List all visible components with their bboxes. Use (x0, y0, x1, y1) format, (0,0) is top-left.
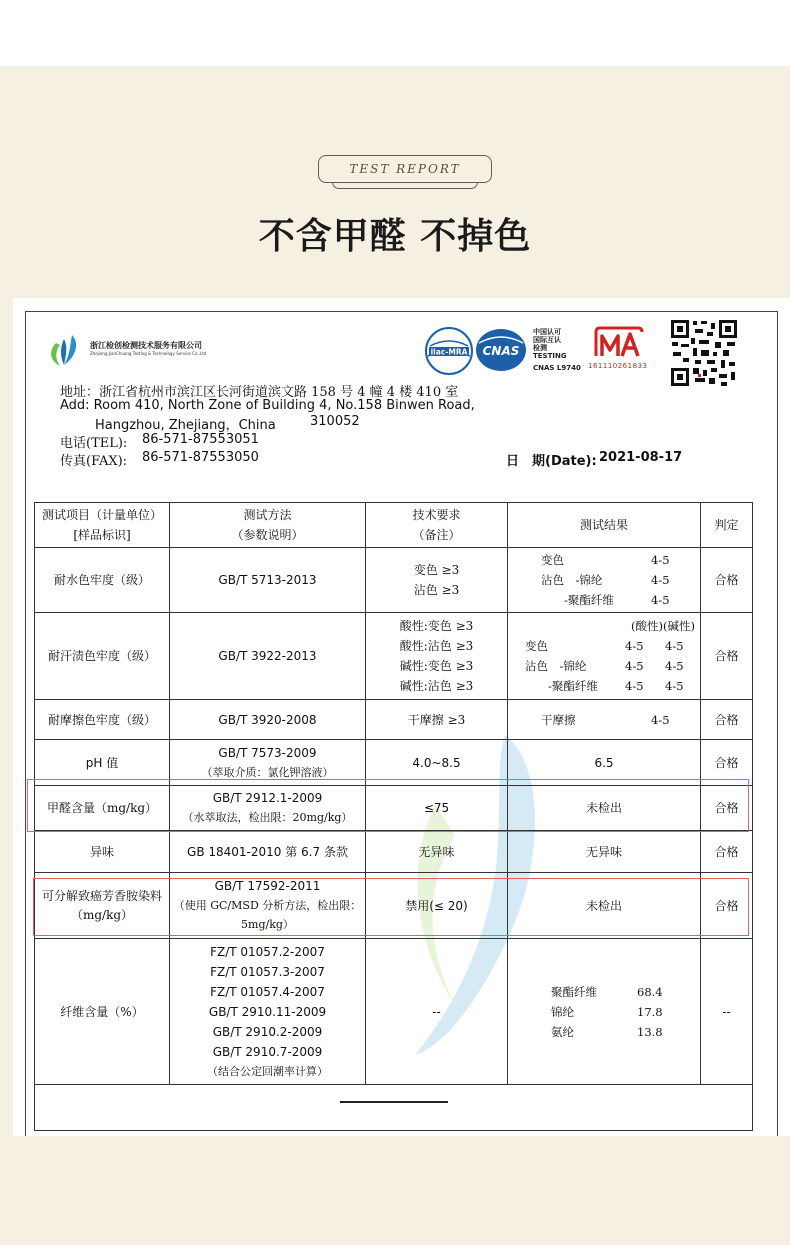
row-result: 6.5 (508, 740, 701, 786)
date-value: 2021-08-17 (599, 450, 683, 465)
aromatic-amine-highlight-box (33, 878, 749, 936)
row-item: 纤维含量（%） (35, 939, 170, 1085)
row-judge: 合格 (701, 548, 753, 613)
row-result: (酸性)(碱性) 变色 4-5 4-5 沾色 -锦纶 4-5 4-5 -聚酯纤维 4-5 4-5 (508, 613, 701, 700)
row-item: 异味 (35, 831, 170, 873)
test-report-tag: TEST REPORT (349, 162, 461, 176)
row-method: GB/T 3920-2008 (170, 700, 366, 740)
company-name-cn: 浙江检创检测技术服务有限公司 (90, 341, 202, 350)
address-zip: 310052 (310, 414, 360, 429)
end-cell (35, 1085, 753, 1131)
row-requirement: ≤75 (366, 786, 508, 831)
fax-value: 86-571-87553050 (142, 450, 259, 465)
header-requirement: 技术要求 （备注） (366, 503, 508, 548)
date-label: 日 期(Date): (506, 454, 597, 469)
ilac-text: ilac-MRA (430, 347, 468, 357)
cnas-cn-line-1: 中国认可 (533, 328, 561, 336)
qr-code-icon (669, 318, 739, 388)
cnas-cn-block (533, 328, 567, 360)
top-white-band (0, 0, 790, 66)
cma-logo-icon (588, 326, 650, 362)
table-row (35, 700, 753, 740)
table-row (35, 613, 753, 700)
row-result: 变色 4-5 沾色 -锦纶 4-5 -聚酯纤维 4-5 (508, 548, 701, 613)
row-item: 甲醛含量（mg/kg） (35, 786, 170, 831)
row-requirement: -- (366, 939, 508, 1085)
row-item: pH 值 (35, 740, 170, 786)
row-method: GB/T 3922-2013 (170, 613, 366, 700)
row-judge: -- (701, 939, 753, 1085)
tel-value: 86-571-87553051 (142, 432, 259, 447)
row-method: GB/T 7573-2009 （萃取介质：氯化钾溶液） (170, 740, 366, 786)
row-method: GB/T 2912.1-2009 （水萃取法，检出限：20mg/kg） (170, 786, 366, 831)
fax-label: 传真(FAX): (60, 454, 128, 469)
acid-alkali-header: (酸性)(碱性) (631, 619, 695, 633)
table-row (35, 548, 753, 613)
address-en-line-2: Hangzhou, Zhejiang，China (95, 418, 276, 433)
ilac-mra-logo-icon (424, 326, 474, 376)
row-judge: 合格 (701, 613, 753, 700)
table-row (35, 831, 753, 873)
row-result: 聚酯纤维 68.4 锦纶 17.8 氨纶 13.8 (508, 939, 701, 1085)
row-judge: 合格 (701, 740, 753, 786)
row-requirement: 变色 ≥3 沾色 ≥3 (366, 548, 508, 613)
row-result: 无异味 (508, 831, 701, 873)
end-of-table-line (340, 1101, 448, 1103)
address-cn: 地址：浙江省杭州市滨江区长河街道滨文路 158 号 4 幢 4 楼 410 室 (60, 385, 459, 400)
cma-number: 161110261833 (588, 362, 648, 370)
row-requirement: 4.0~8.5 (366, 740, 508, 786)
header-judge: 判定 (701, 503, 753, 548)
row-method: GB/T 17592-2011 （使用 GC/MSD 分析方法，检出限：5mg/kg） (170, 873, 366, 939)
row-result: 干摩擦 4-5 (508, 700, 701, 740)
cnas-text: CNAS (482, 344, 520, 358)
table-end-row (35, 1085, 753, 1131)
row-method: FZ/T 01057.2-2007 FZ/T 01057.3-2007 FZ/T 01057.4-2007 GB/T 2910.11-2009 GB/T 2910.2-2009 GB/T 2910.7-2009 （结合公定回潮率计算） (170, 939, 366, 1085)
company-name-en: Zhejiang JianChuang Testing & Technology Service Co.,Ltd (90, 351, 207, 356)
tel-label: 电话(TEL): (60, 436, 128, 451)
row-judge: 合格 (701, 700, 753, 740)
row-judge: 合格 (701, 873, 753, 939)
address-en-line-1: Add: Room 410, North Zone of Building 4, No.158 Binwen Road, (60, 398, 475, 413)
header-item: 测试项目（计量单位） [样品标识] (35, 503, 170, 548)
cnas-cn-line-2: 国际互认 (533, 336, 561, 344)
company-logo-icon (42, 333, 82, 367)
row-requirement: 酸性:变色 ≥3 酸性:沾色 ≥3 碱性:变色 ≥3 碱性:沾色 ≥3 (366, 613, 508, 700)
row-method: GB/T 5713-2013 (170, 548, 366, 613)
table-row (35, 939, 753, 1085)
row-requirement: 干摩擦 ≥3 (366, 700, 508, 740)
row-requirement: 禁用(≤ 20) (366, 873, 508, 939)
row-requirement: 无异味 (366, 831, 508, 873)
cnas-cn-line-3: 检测 (533, 344, 547, 352)
row-judge: 合格 (701, 786, 753, 831)
row-item: 可分解致癌芳香胺染料（mg/kg） (35, 873, 170, 939)
cnas-logo-icon (475, 327, 527, 373)
formaldehyde-highlight-box (27, 779, 749, 832)
row-method: GB 18401-2010 第 6.7 条款 (170, 831, 366, 873)
cnas-testing: TESTING (533, 352, 567, 360)
row-item: 耐摩擦色牢度（级） (35, 700, 170, 740)
row-result: 未检出 (508, 786, 701, 831)
row-result: 未检出 (508, 873, 701, 939)
cnas-number: CNAS L9740 (533, 364, 581, 372)
row-judge: 合格 (701, 831, 753, 873)
pill-tail (332, 182, 478, 189)
headline: 不含甲醛 不掉色 (258, 216, 532, 257)
header-result: 测试结果 (508, 503, 701, 548)
row-item: 耐水色牢度（级） (35, 548, 170, 613)
header-method: 测试方法 （参数说明） (170, 503, 366, 548)
row-item: 耐汗渍色牢度（级） (35, 613, 170, 700)
table-header-row (35, 503, 753, 548)
